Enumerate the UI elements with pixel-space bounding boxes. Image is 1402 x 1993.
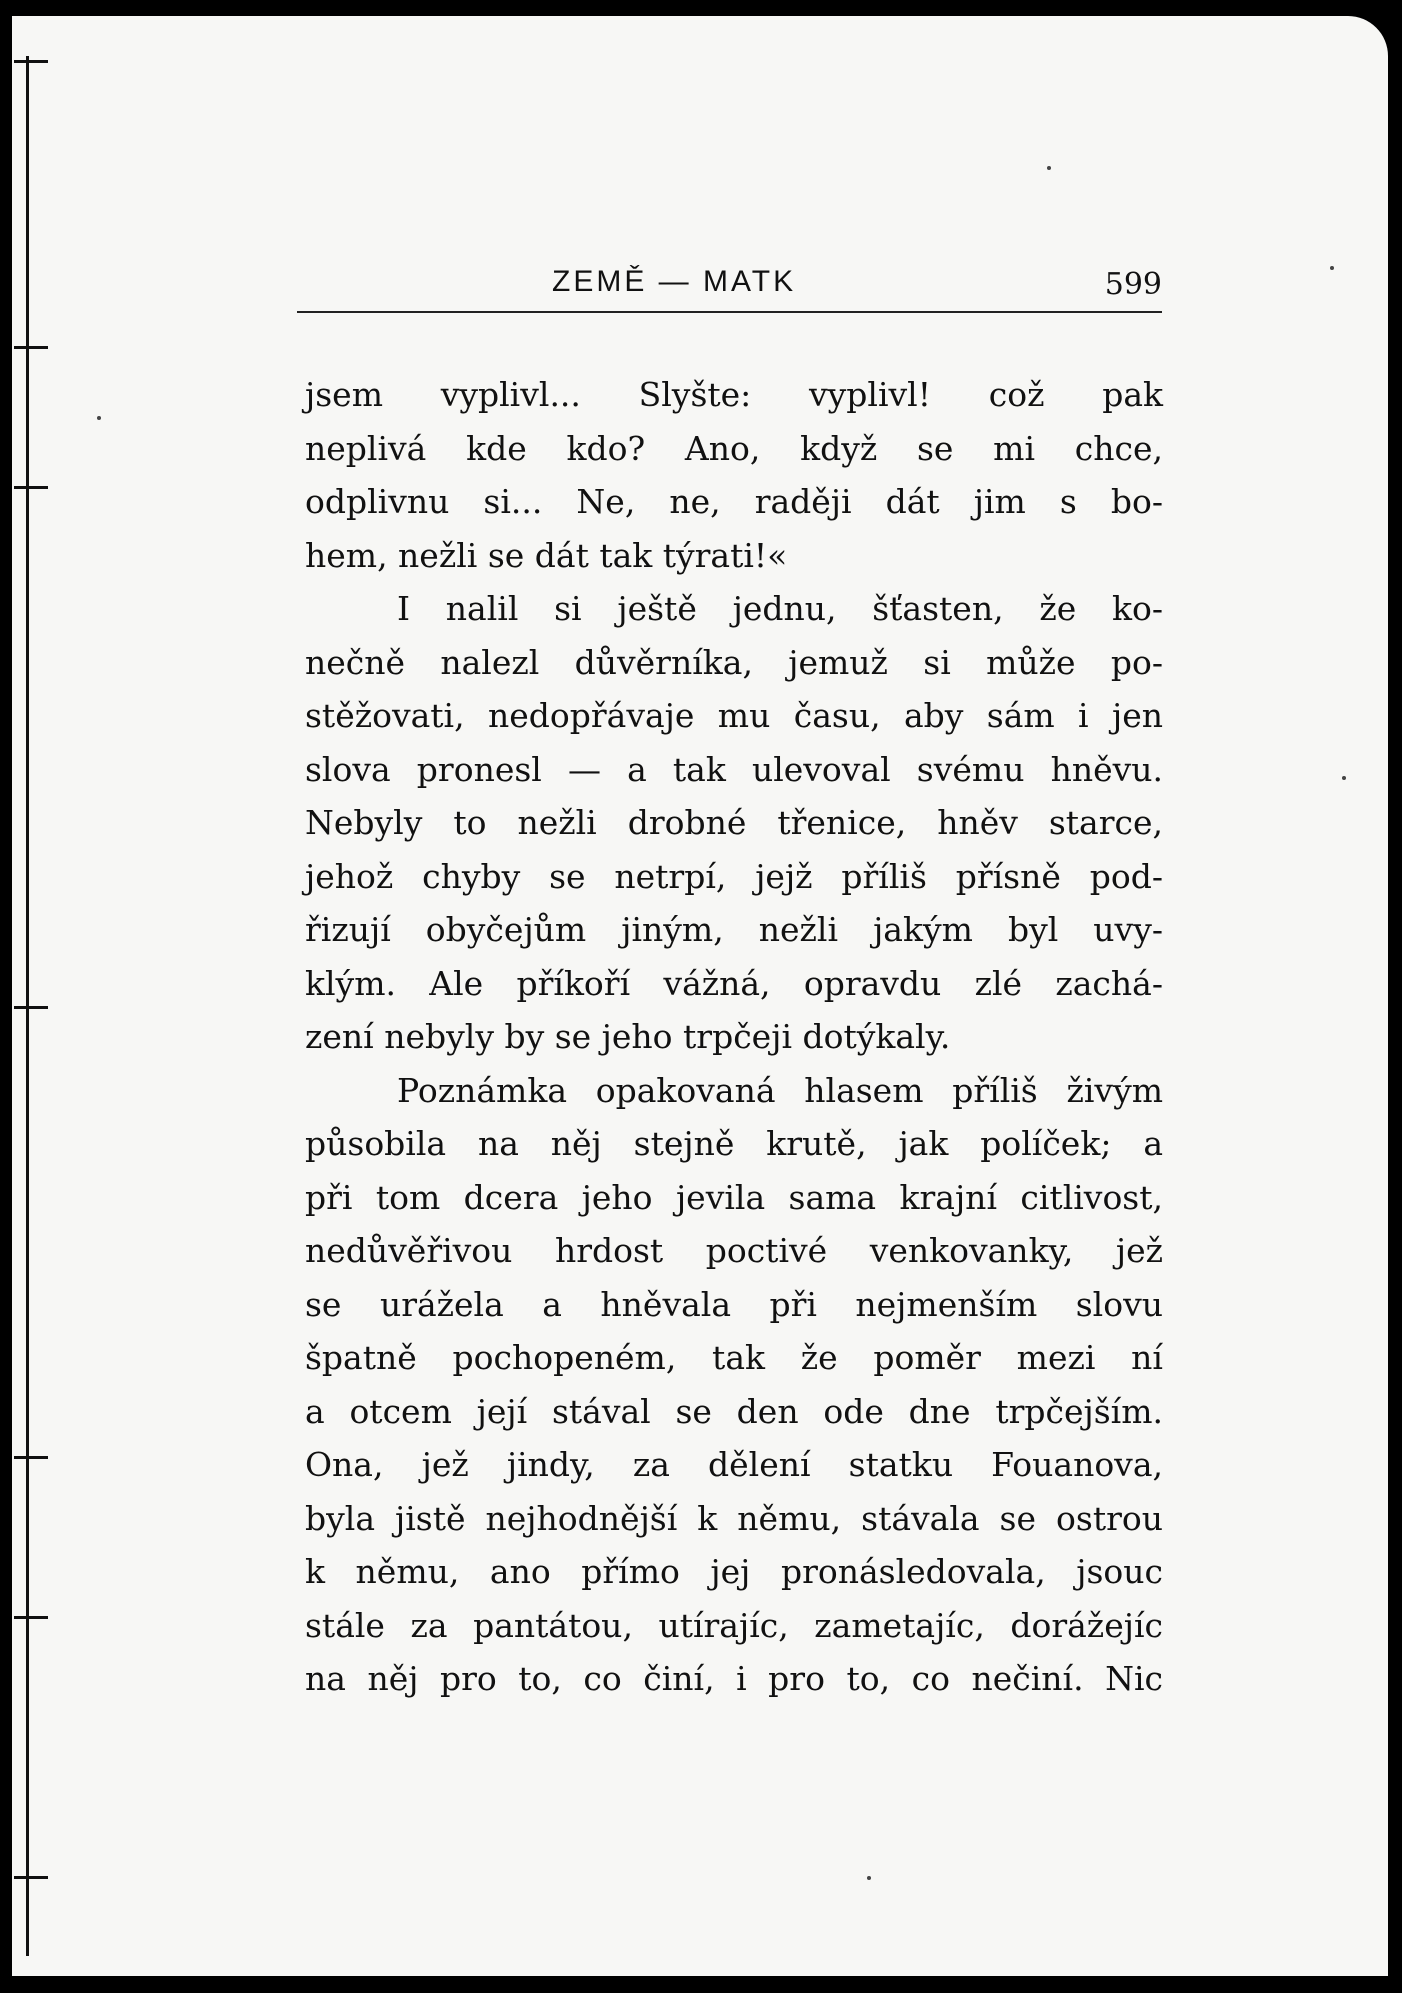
text-line: klým. Ale příkoří vážná, opravdu zlé zachá- <box>305 963 1163 1003</box>
binding-mark <box>14 1006 48 1009</box>
paper-speck <box>1342 776 1346 780</box>
text-line: odplivnu si... Ne, ne, raději dát jim s bo- <box>305 482 1163 521</box>
binding-mark <box>14 60 48 63</box>
text-line: Ona, jež jindy, za dělení statku Fouanova, <box>305 1445 1163 1484</box>
binding-mark <box>14 1456 48 1459</box>
text-line: k němu, ano přímo jej pronásledovala, jsouc <box>305 1552 1163 1591</box>
text-line: se urážela a hněvala při nejmenším slovu <box>305 1284 1163 1324</box>
page-header <box>297 261 1162 313</box>
text-line: neplivá kde kdo? Ano, když se mi chce, <box>305 428 1163 468</box>
running-title: ZEMĚ — MATK <box>552 265 797 298</box>
text-line: při tom dcera jeho jevila sama krajní citlivost, <box>305 1177 1163 1217</box>
body-text <box>305 368 1163 1706</box>
text-line: jehož chyby se netrpí, jejž příliš přísně pod- <box>305 856 1163 896</box>
binding-mark <box>14 486 48 489</box>
text-line: špatně pochopeném, tak že poměr mezi ní <box>305 1338 1163 1377</box>
text-line: řizují obyčejům jiným, nežli jakým byl uvy- <box>305 910 1163 949</box>
paper-speck <box>97 416 101 420</box>
text-line: a otcem její stával se den ode dne trpčejším. <box>305 1391 1163 1431</box>
paper-speck <box>1047 166 1051 170</box>
text-line: stěžovati, nedopřávaje mu času, aby sám i jen <box>305 696 1163 735</box>
text-line: nedůvěřivou hrdost poctivé venkovanky, jež <box>305 1231 1163 1270</box>
page-number: 599 <box>1104 267 1162 302</box>
text-line: působila na něj stejně krutě, jak políček; a <box>305 1124 1163 1163</box>
text-line: byla jistě nejhodnější k němu, stávala se ostrou <box>305 1498 1163 1538</box>
book-page <box>12 16 1388 1976</box>
binding-mark <box>14 346 48 349</box>
text-line: nečně nalezl důvěrníka, jemuž si může po- <box>305 642 1163 682</box>
binding-mark <box>14 1616 48 1619</box>
text-line: Nebyly to nežli drobné třenice, hněv starce, <box>305 803 1163 842</box>
text-line: jsem vyplivl... Slyšte: vyplivl! což pak <box>305 375 1163 414</box>
text-line: stále za pantátou, utírajíc, zametajíc, dorážejíc <box>305 1605 1163 1645</box>
text-line: hem, nežli se dát tak týrati!« <box>305 535 788 575</box>
text-line: na něj pro to, co činí, i pro to, co nečiní. Nic <box>305 1659 1163 1698</box>
paper-speck <box>867 1876 871 1880</box>
text-line: slova pronesl — a tak ulevoval svému hněvu. <box>305 749 1163 789</box>
text-line: I nalil si ještě jednu, šťasten, že ko- <box>397 589 1163 628</box>
text-line: Poznámka opakovaná hlasem příliš živým <box>397 1070 1163 1110</box>
text-line: zení nebyly by se jeho trpčeji dotýkaly. <box>305 1017 951 1056</box>
paper-speck <box>1330 266 1334 270</box>
binding-mark <box>14 1876 48 1879</box>
